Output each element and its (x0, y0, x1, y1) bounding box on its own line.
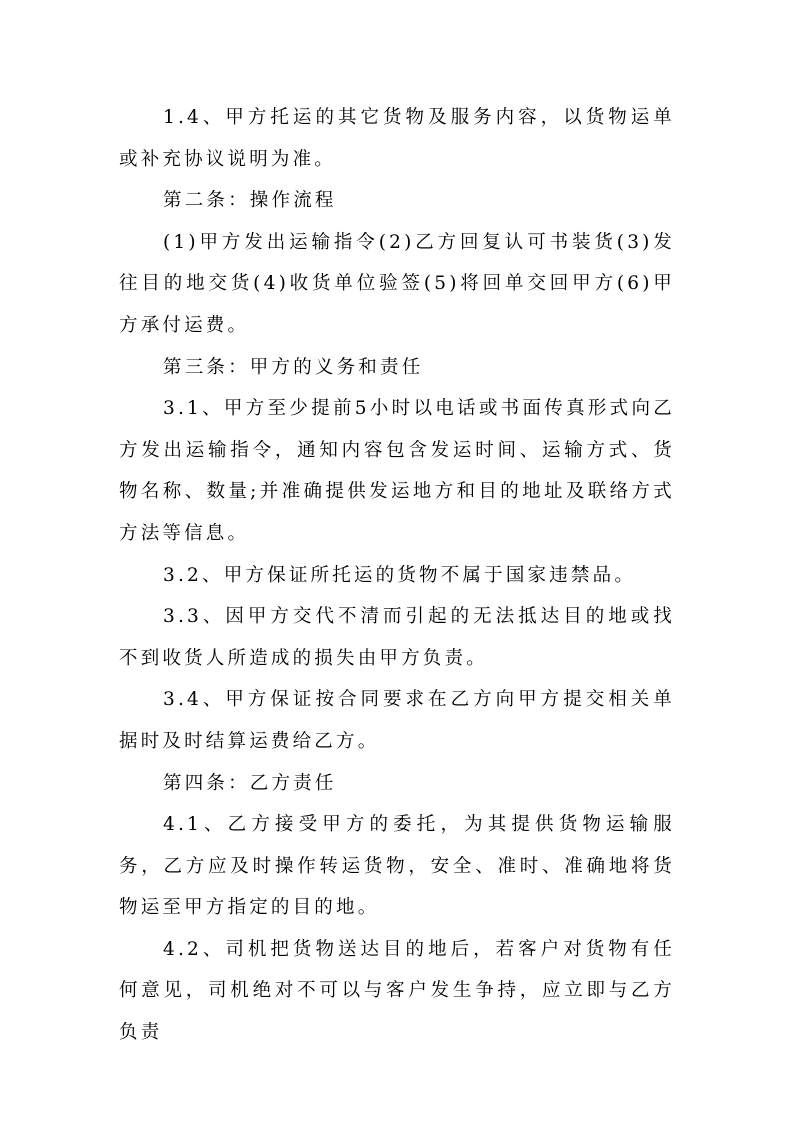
clause-3-4: 3.4、甲方保证按合同要求在乙方向甲方提交相关单据时及时结算运费给乙方。 (119, 689, 675, 752)
clause-1-4: 1.4、甲方托运的其它货物及服务内容，以货物运单或补充协议说明为准。 (119, 107, 675, 170)
clause-4-2: 4.2、司机把货物送达目的地后，若客户对货物有任何意见，司机绝对不可以与客户发生争持，应立即与乙方负责 (119, 938, 675, 1044)
article-3-heading: 第三条：甲方的义务和责任 (163, 356, 424, 378)
operation-process: (1)甲方发出运输指令(2)乙方回复认可书装货(3)发往目的地交货(4)收货单位验签(5)将回单交回甲方(6)甲方承付运费。 (119, 231, 675, 336)
clause-3-2: 3.2、甲方保证所托运的货物不属于国家违禁品。 (163, 564, 637, 586)
clause-3-3: 3.3、因甲方交代不清而引起的无法抵达目的地或找不到收货人所造成的损失由甲方负责。 (119, 606, 675, 669)
clause-4-1: 4.1、乙方接受甲方的委托，为其提供货物运输服务，乙方应及时操作转运货物，安全、准时、准确地将货物运至甲方指定的目的地。 (119, 814, 675, 919)
article-2-heading: 第二条：操作流程 (163, 190, 337, 212)
document-body (119, 97, 675, 1054)
article-4-heading: 第四条：乙方责任 (163, 772, 337, 794)
clause-3-1: 3.1、甲方至少提前5小时以电话或书面传真形式向乙方发出运输指令，通知内容包含发运时间、运输方式、货物名称、数量;并准确提供发运地方和目的地址及联络方式方法等信息。 (119, 398, 675, 544)
